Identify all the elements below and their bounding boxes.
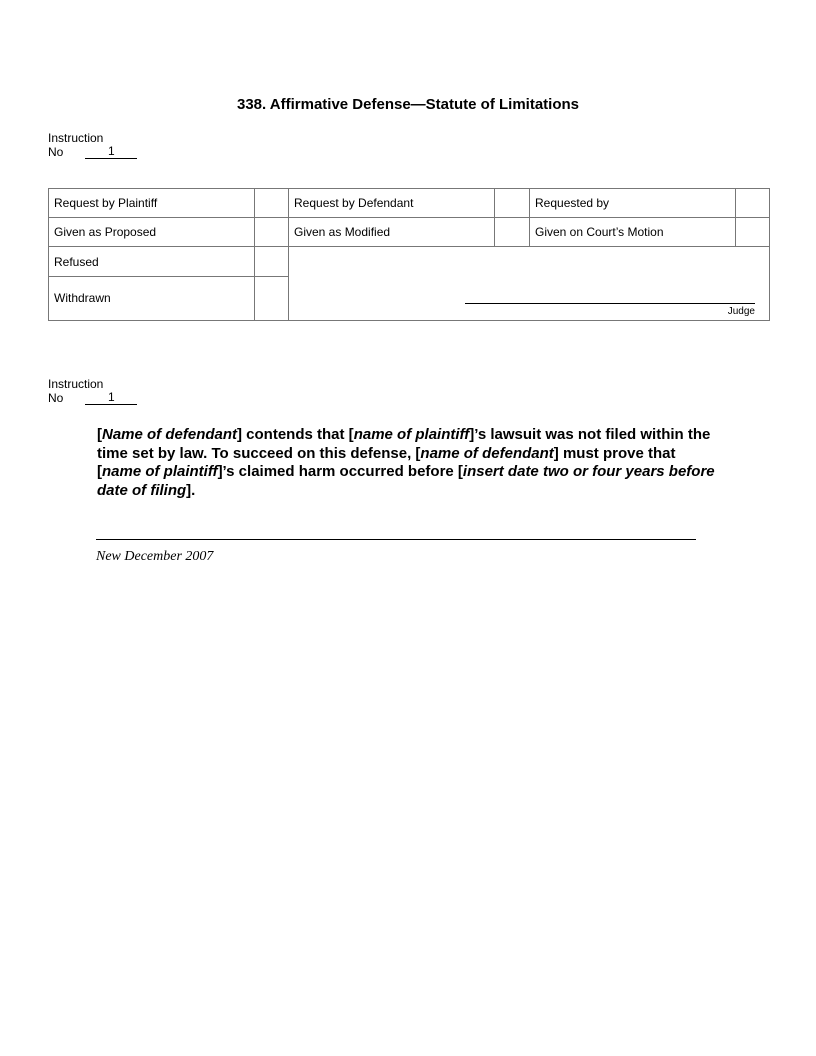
divider (96, 539, 696, 540)
placeholder-name-of-plaintiff: name of plaintiff (353, 426, 470, 443)
requested-by-checkbox[interactable] (736, 189, 770, 218)
no-label: No (48, 145, 64, 159)
request-by-defendant-checkbox[interactable] (495, 189, 530, 218)
request-by-plaintiff-checkbox[interactable] (255, 189, 289, 218)
given-on-courts-motion-checkbox[interactable] (736, 218, 770, 247)
page-title: 338. Affirmative Defense—Statute of Limitations (236, 96, 580, 113)
given-as-modified-checkbox[interactable] (495, 218, 530, 247)
text-fragment: [ (97, 426, 102, 443)
judge-label: Judge (727, 306, 755, 317)
placeholder-insert-date: insert date two or four years before date of filing (97, 463, 715, 499)
text-fragment: ] contends that [ (237, 426, 354, 443)
revision-note: New December 2007 (96, 549, 214, 564)
no-label: No (48, 391, 64, 405)
given-as-proposed-checkbox[interactable] (255, 218, 289, 247)
judge-signature-area (289, 247, 770, 321)
requested-by-label: Requested by (530, 189, 736, 218)
placeholder-name-of-plaintiff: name of plaintiff (102, 463, 218, 480)
given-as-modified-label: Given as Modified (289, 218, 495, 247)
text-fragment: ] must prove that [ (97, 444, 676, 480)
given-on-courts-motion-label: Given on Court’s Motion (530, 218, 736, 247)
text-fragment: ]’s claimed harm occurred before [ (217, 463, 463, 480)
instruction-number-block-2 (48, 377, 137, 405)
instruction-number: 1 (85, 391, 137, 405)
instruction-label: Instruction (48, 131, 104, 145)
instruction-text (97, 426, 722, 500)
text-fragment: ]’s lawsuit was not filed within the time set by law. To succeed on this defense, [ (97, 426, 711, 462)
withdrawn-label: Withdrawn (49, 276, 255, 320)
text-fragment: ]. (186, 481, 196, 499)
judge-signature-line[interactable] (465, 303, 755, 304)
instruction-label: Instruction (48, 377, 104, 391)
request-status-table (48, 188, 770, 321)
refused-label: Refused (49, 247, 255, 276)
placeholder-name-of-defendant: name of defendant (420, 444, 554, 462)
instruction-number-block-1 (48, 131, 137, 159)
request-by-defendant-label: Request by Defendant (289, 189, 495, 218)
placeholder-name-of-defendant: Name of defendant (102, 426, 238, 443)
given-as-proposed-label: Given as Proposed (49, 218, 255, 247)
refused-checkbox[interactable] (255, 247, 289, 276)
request-by-plaintiff-label: Request by Plaintiff (49, 189, 255, 218)
withdrawn-checkbox[interactable] (255, 276, 289, 320)
instruction-number: 1 (85, 145, 137, 159)
